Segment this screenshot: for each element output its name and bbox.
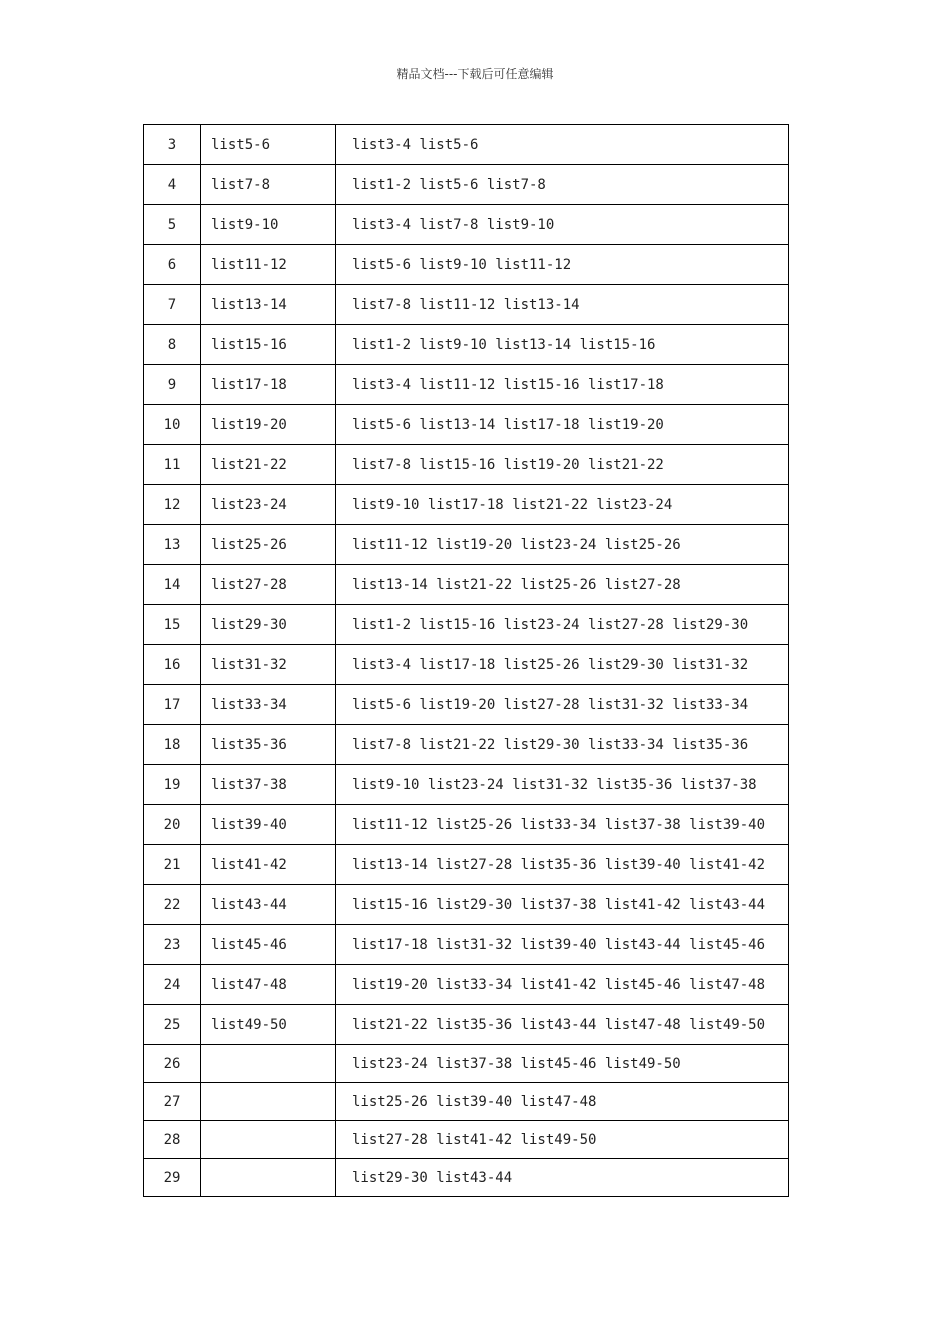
table-row — [144, 485, 789, 525]
row-list-pair-cell: list29-30 — [201, 605, 336, 645]
row-list-pair-cell: list33-34 — [201, 685, 336, 725]
row-number-cell: 22 — [144, 885, 201, 925]
row-list-pair-cell: list19-20 — [201, 405, 336, 445]
row-list-pair-cell: list31-32 — [201, 645, 336, 685]
row-list-pair-cell: list5-6 — [201, 125, 336, 165]
table-row — [144, 645, 789, 685]
row-list-pair-cell: list41-42 — [201, 845, 336, 885]
row-list-group-cell: list7-8 list11-12 list13-14 — [336, 285, 789, 325]
table-row — [144, 125, 789, 165]
page-header: 精品文档---下载后可任意编辑 — [396, 67, 554, 81]
row-list-group-cell: list7-8 list21-22 list29-30 list33-34 list35-36 — [336, 725, 789, 765]
row-list-pair-cell: list17-18 — [201, 365, 336, 405]
row-number-cell: 13 — [144, 525, 201, 565]
table-row — [144, 245, 789, 285]
table-row — [144, 405, 789, 445]
row-number-cell: 25 — [144, 1005, 201, 1045]
row-number-cell: 4 — [144, 165, 201, 205]
row-list-pair-cell: list7-8 — [201, 165, 336, 205]
table-row — [144, 1159, 789, 1197]
row-list-pair-cell: list27-28 — [201, 565, 336, 605]
row-number-cell: 6 — [144, 245, 201, 285]
row-list-pair-cell: list15-16 — [201, 325, 336, 365]
row-list-pair-cell — [201, 1159, 336, 1197]
row-list-group-cell: list7-8 list15-16 list19-20 list21-22 — [336, 445, 789, 485]
row-number-cell: 27 — [144, 1083, 201, 1121]
row-number-cell: 24 — [144, 965, 201, 1005]
row-number-cell: 28 — [144, 1121, 201, 1159]
row-list-group-cell: list3-4 list11-12 list15-16 list17-18 — [336, 365, 789, 405]
table-row — [144, 1083, 789, 1121]
row-list-pair-cell: list49-50 — [201, 1005, 336, 1045]
row-list-pair-cell: list23-24 — [201, 485, 336, 525]
row-list-pair-cell: list39-40 — [201, 805, 336, 845]
row-list-pair-cell — [201, 1083, 336, 1121]
row-list-pair-cell: list43-44 — [201, 885, 336, 925]
row-list-pair-cell: list11-12 — [201, 245, 336, 285]
row-list-group-cell: list15-16 list29-30 list37-38 list41-42 list43-44 — [336, 885, 789, 925]
row-number-cell: 17 — [144, 685, 201, 725]
row-list-pair-cell: list37-38 — [201, 765, 336, 805]
row-number-cell: 3 — [144, 125, 201, 165]
row-list-group-cell: list3-4 list5-6 — [336, 125, 789, 165]
row-list-pair-cell — [201, 1045, 336, 1083]
table-row — [144, 725, 789, 765]
row-number-cell: 14 — [144, 565, 201, 605]
row-list-pair-cell — [201, 1121, 336, 1159]
row-list-pair-cell: list45-46 — [201, 925, 336, 965]
row-number-cell: 7 — [144, 285, 201, 325]
table-row — [144, 565, 789, 605]
row-number-cell: 8 — [144, 325, 201, 365]
row-number-cell: 19 — [144, 765, 201, 805]
row-list-group-cell: list19-20 list33-34 list41-42 list45-46 list47-48 — [336, 965, 789, 1005]
row-list-group-cell: list27-28 list41-42 list49-50 — [336, 1121, 789, 1159]
table-row — [144, 765, 789, 805]
table-row — [144, 1121, 789, 1159]
row-list-pair-cell: list13-14 — [201, 285, 336, 325]
table-row — [144, 845, 789, 885]
row-number-cell: 12 — [144, 485, 201, 525]
row-list-group-cell: list13-14 list21-22 list25-26 list27-28 — [336, 565, 789, 605]
row-list-group-cell: list11-12 list25-26 list33-34 list37-38 list39-40 — [336, 805, 789, 845]
row-number-cell: 29 — [144, 1159, 201, 1197]
row-list-group-cell: list5-6 list19-20 list27-28 list31-32 list33-34 — [336, 685, 789, 725]
row-list-group-cell: list21-22 list35-36 list43-44 list47-48 list49-50 — [336, 1005, 789, 1045]
row-number-cell: 26 — [144, 1045, 201, 1083]
row-number-cell: 9 — [144, 365, 201, 405]
table-row — [144, 885, 789, 925]
row-list-group-cell: list11-12 list19-20 list23-24 list25-26 — [336, 525, 789, 565]
table-row — [144, 965, 789, 1005]
row-list-group-cell: list1-2 list9-10 list13-14 list15-16 — [336, 325, 789, 365]
table-row — [144, 325, 789, 365]
row-list-group-cell: list23-24 list37-38 list45-46 list49-50 — [336, 1045, 789, 1083]
row-list-group-cell: list9-10 list23-24 list31-32 list35-36 list37-38 — [336, 765, 789, 805]
row-list-group-cell: list1-2 list5-6 list7-8 — [336, 165, 789, 205]
row-list-group-cell: list5-6 list13-14 list17-18 list19-20 — [336, 405, 789, 445]
table-row — [144, 285, 789, 325]
row-list-group-cell: list25-26 list39-40 list47-48 — [336, 1083, 789, 1121]
row-number-cell: 11 — [144, 445, 201, 485]
table-row — [144, 605, 789, 645]
row-list-group-cell: list1-2 list15-16 list23-24 list27-28 list29-30 — [336, 605, 789, 645]
row-number-cell: 20 — [144, 805, 201, 845]
table-row — [144, 1005, 789, 1045]
row-number-cell: 5 — [144, 205, 201, 245]
table-row — [144, 445, 789, 485]
row-number-cell: 21 — [144, 845, 201, 885]
row-number-cell: 16 — [144, 645, 201, 685]
table-row — [144, 525, 789, 565]
row-list-group-cell: list13-14 list27-28 list35-36 list39-40 list41-42 — [336, 845, 789, 885]
row-list-pair-cell: list21-22 — [201, 445, 336, 485]
row-list-group-cell: list3-4 list17-18 list25-26 list29-30 list31-32 — [336, 645, 789, 685]
row-number-cell: 23 — [144, 925, 201, 965]
table-row — [144, 205, 789, 245]
row-list-group-cell: list9-10 list17-18 list21-22 list23-24 — [336, 485, 789, 525]
row-list-group-cell: list17-18 list31-32 list39-40 list43-44 list45-46 — [336, 925, 789, 965]
row-list-group-cell: list3-4 list7-8 list9-10 — [336, 205, 789, 245]
row-number-cell: 15 — [144, 605, 201, 645]
row-list-pair-cell: list9-10 — [201, 205, 336, 245]
table-body — [144, 125, 789, 1197]
row-number-cell: 18 — [144, 725, 201, 765]
row-list-group-cell: list5-6 list9-10 list11-12 — [336, 245, 789, 285]
table-row — [144, 805, 789, 845]
schedule-table — [143, 124, 789, 1197]
table-row — [144, 925, 789, 965]
table-row — [144, 365, 789, 405]
row-list-pair-cell: list25-26 — [201, 525, 336, 565]
row-list-pair-cell: list47-48 — [201, 965, 336, 1005]
table-row — [144, 1045, 789, 1083]
row-number-cell: 10 — [144, 405, 201, 445]
row-list-pair-cell: list35-36 — [201, 725, 336, 765]
table-row — [144, 165, 789, 205]
table-row — [144, 685, 789, 725]
row-list-group-cell: list29-30 list43-44 — [336, 1159, 789, 1197]
